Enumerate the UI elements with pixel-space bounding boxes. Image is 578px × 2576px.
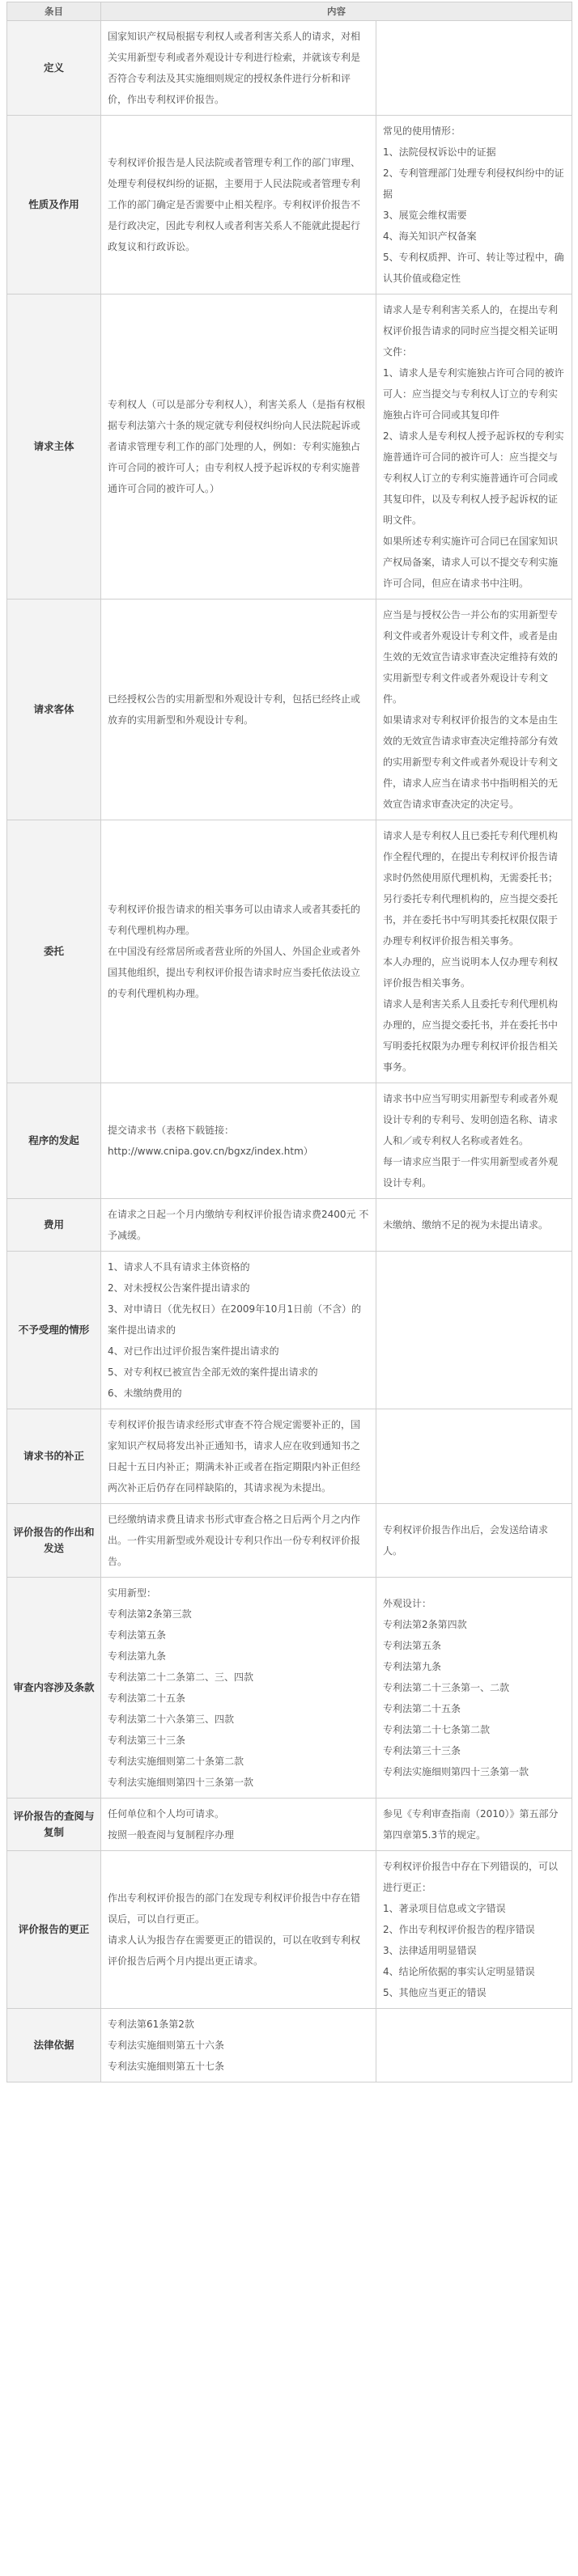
table-row xyxy=(7,1578,572,1799)
content-line: 专利法第二十六条第三、四款 xyxy=(108,1714,235,1725)
note-line: 4、海关知识产权备案 xyxy=(383,231,477,242)
row-label: 不予受理的情形 xyxy=(7,1252,101,1409)
note-line: 本人办理的，应当说明本人仅办理专利权评价报告相关事务。 xyxy=(383,956,559,989)
row-label: 审查内容涉及条款 xyxy=(7,1578,101,1799)
row-content xyxy=(101,1409,376,1504)
note-line: 专利法第二十三条第一、二款 xyxy=(383,1682,510,1693)
patent-evaluation-table xyxy=(6,2,572,2082)
note-line: 请求人是利害关系人且委托专利代理机构办理的，应当提交委托书，并在委托书中写明委托权限为办理专利权评价报告相关事务。 xyxy=(383,998,559,1073)
content-line: 专利权评价报告请求经形式审查不符合规定需要补正的，国家知识产权局将发出补正通知书，请求人应在收到通知书之日起十五日内补正；期满未补正或者在指定期限内补正但经两次补正后仍存在同样缺陷的，其请求视为未提出。 xyxy=(108,1419,361,1493)
table-row xyxy=(7,294,572,600)
note-line: 专利法第九条 xyxy=(383,1661,442,1672)
note-line: 未缴纳、缴纳不足的视为未提出请求。 xyxy=(383,1219,549,1231)
content-line: 实用新型： xyxy=(108,1587,157,1599)
row-label: 请求主体 xyxy=(7,294,101,600)
row-content xyxy=(101,116,376,294)
row-note xyxy=(376,1851,572,2009)
row-note xyxy=(376,1504,572,1578)
row-content xyxy=(101,1578,376,1799)
table-row xyxy=(7,21,572,116)
content-line: 在中国没有经常居所或者营业所的外国人、外国企业或者外国其他组织，提出专利权评价报告请求时应当委托依法设立的专利代理机构办理。 xyxy=(108,946,361,999)
content-line: 4、对已作出过评价报告案件提出请求的 xyxy=(108,1345,279,1357)
table-row xyxy=(7,820,572,1083)
row-note xyxy=(376,1199,572,1252)
note-line: 5、专利权质押、许可、转让等过程中，确认其价值或稳定性 xyxy=(383,252,564,284)
content-line: 专利法第二十五条 xyxy=(108,1693,186,1704)
note-line: 请求书中应当写明实用新型专利或者外观设计专利的专利号、发明创造名称、请求人和／或专利权人名称或者姓名。 xyxy=(383,1093,559,1146)
content-line: 按照一般查阅与复制程序办理 xyxy=(108,1829,235,1841)
content-line: 6、未缴纳费用的 xyxy=(108,1388,182,1399)
table-row xyxy=(7,1409,572,1504)
note-line: 1、法院侵权诉讼中的证据 xyxy=(383,146,496,158)
table-row xyxy=(7,2009,572,2082)
note-line: 请求人是专利权人且已委托专利代理机构作全程代理的，在提出专利权评价报告请求时仍然使用原代理机构，无需委托书；另行委托专利代理机构的，应当提交委托书，并在委托书中写明其委托权限仅限于办理专利权评价报告相关事务。 xyxy=(383,830,559,947)
content-line: 专利法第三十三条 xyxy=(108,1735,186,1746)
note-line: 参见《专利审查指南（2010）》第五部分第四章第5.3节的规定。 xyxy=(383,1808,559,1841)
content-line: 作出专利权评价报告的部门在发现专利权评价报告中存在错误后，可以自行更正。 xyxy=(108,1892,361,1925)
note-line: 1、请求人是专利实施独占许可合同的被许可人：应当提交与专利权人订立的专利实施独占许可合同或其复印件 xyxy=(383,367,564,421)
row-note xyxy=(376,820,572,1083)
row-content xyxy=(101,2009,376,2082)
row-note xyxy=(376,1252,572,1409)
table-row xyxy=(7,1199,572,1252)
row-label: 费用 xyxy=(7,1199,101,1252)
note-line: 专利权评价报告作出后，会发送给请求人。 xyxy=(383,1524,549,1557)
row-content xyxy=(101,1799,376,1851)
note-line: 专利法实施细则第四十三条第一款 xyxy=(383,1766,529,1777)
row-note xyxy=(376,294,572,600)
note-line: 4、结论所依据的事实认定明显错误 xyxy=(383,1966,535,1977)
row-label: 委托 xyxy=(7,820,101,1083)
row-note xyxy=(376,600,572,820)
row-note xyxy=(376,1409,572,1504)
note-line: 如果所述专利实施许可合同已在国家知识产权局备案，请求人可以不提交专利实施许可合同，但应在请求书中注明。 xyxy=(383,536,559,589)
note-line: 专利权评价报告中存在下列错误的，可以进行更正： xyxy=(383,1861,559,1893)
content-line: 专利法第五条 xyxy=(108,1629,167,1641)
row-label: 请求客体 xyxy=(7,600,101,820)
table-row xyxy=(7,1851,572,2009)
note-line: 专利法第2条第四款 xyxy=(383,1619,467,1630)
row-note xyxy=(376,1799,572,1851)
row-note xyxy=(376,1083,572,1199)
row-content xyxy=(101,600,376,820)
row-label: 评价报告的查阅与复制 xyxy=(7,1799,101,1851)
content-line: 专利法实施细则第四十三条第一款 xyxy=(108,1777,254,1788)
content-line: 专利法第61条第2款 xyxy=(108,2019,194,2030)
note-line: 外观设计： xyxy=(383,1598,432,1609)
table-row xyxy=(7,1504,572,1578)
row-label: 法律依据 xyxy=(7,2009,101,2082)
content-line: 提交请求书（表格下载链接：http://www.cnipa.gov.cn/bgxz/index.htm） xyxy=(108,1125,313,1157)
row-label: 请求书的补正 xyxy=(7,1409,101,1504)
note-line: 1、著录项目信息或文字错误 xyxy=(383,1903,506,1914)
row-content xyxy=(101,1199,376,1252)
table-row xyxy=(7,600,572,820)
note-line: 应当是与授权公告一并公布的实用新型专利文件或者外观设计专利文件，或者是由生效的无效宣告请求审查决定维持有效的实用新型专利文件或者外观设计专利文件。 xyxy=(383,609,559,705)
content-line: 专利权人（可以是部分专利权人），利害关系人（是指有权根据专利法第六十条的规定就专利侵权纠纷向人民法院起诉或者请求管理专利工作的部门处理的人，例如：专利实施独占许可合同的被许可人；由专利权人授予起诉权的专利实施普通许可合同的被许可人。） xyxy=(108,399,366,494)
note-line: 3、展览会维权需要 xyxy=(383,210,467,221)
content-line: 请求人认为报告存在需要更正的错误的，可以在收到专利权评价报告后两个月内提出更正请求。 xyxy=(108,1934,361,1967)
row-label: 性质及作用 xyxy=(7,116,101,294)
content-line: 1、请求人不具有请求主体资格的 xyxy=(108,1261,250,1273)
content-line: 已经授权公告的实用新型和外观设计专利，包括已经终止或放弃的实用新型和外观设计专利。 xyxy=(108,693,361,726)
row-note xyxy=(376,21,572,116)
content-line: 在请求之日起一个月内缴纳专利权评价报告请求费2400元 不予减缓。 xyxy=(108,1209,369,1241)
table-row xyxy=(7,1799,572,1851)
table-row xyxy=(7,1083,572,1199)
note-line: 如果请求对专利权评价报告的文本是由生效的无效宣告请求审查决定维持部分有效的实用新型专利文件或者外观设计专利文件，请求人应当在请求书中指明相关的无效宣告请求审查决定的决定号。 xyxy=(383,714,559,810)
table-row xyxy=(7,1252,572,1409)
content-line: 专利法实施细则第二十条第二款 xyxy=(108,1756,244,1767)
row-label: 定义 xyxy=(7,21,101,116)
content-line: 已经缴纳请求费且请求书形式审查合格之日后两个月之内作出。一件实用新型或外观设计专利只作出一份专利权评价报告。 xyxy=(108,1514,361,1567)
note-line: 2、专利管理部门处理专利侵权纠纷中的证据 xyxy=(383,167,564,200)
content-line: 国家知识产权局根据专利权人或者利害关系人的请求，对相关实用新型专利或者外观设计专利进行检索，并就该专利是否符合专利法及其实施细则规定的授权条件进行分析和评价，作出专利权评价报告。 xyxy=(108,31,361,105)
content-line: 3、对申请日（优先权日）在2009年10月1日前（不含）的案件提出请求的 xyxy=(108,1303,362,1336)
note-line: 3、法律适用明显错误 xyxy=(383,1945,477,1956)
row-note xyxy=(376,116,572,294)
note-line: 专利法第五条 xyxy=(383,1640,442,1651)
note-line: 2、请求人是专利权人授予起诉权的专利实施普通许可合同的被许可人：应当提交与专利权人订立的专利实施普通许可合同或其复印件，以及专利权人授予起诉权的证明文件。 xyxy=(383,430,564,526)
note-line: 专利法第二十五条 xyxy=(383,1703,461,1714)
header-item: 条目 xyxy=(7,2,101,21)
row-label: 评价报告的作出和发送 xyxy=(7,1504,101,1578)
note-line: 2、作出专利权评价报告的程序错误 xyxy=(383,1924,535,1935)
row-content xyxy=(101,1851,376,2009)
content-line: 专利法第九条 xyxy=(108,1650,167,1662)
content-line: 专利权评价报告是人民法院或者管理专利工作的部门审理、处理专利侵权纠纷的证据，主要用于人民法院或者管理专利工作的部门确定是否需要中止相关程序。专利权评价报告不是行政决定，因此专利权人或者利害关系人不能就此提起行政复议和行政诉讼。 xyxy=(108,157,361,252)
table-header-row xyxy=(7,2,572,21)
row-note xyxy=(376,2009,572,2082)
header-content: 内容 xyxy=(101,2,572,21)
row-content xyxy=(101,21,376,116)
note-line: 请求人是专利利害关系人的，在提出专利权评价报告请求的同时应当提交相关证明文件： xyxy=(383,304,559,358)
row-content xyxy=(101,1504,376,1578)
row-label: 程序的发起 xyxy=(7,1083,101,1199)
content-line: 专利法第2条第三款 xyxy=(108,1608,192,1620)
note-line: 专利法第三十三条 xyxy=(383,1745,461,1756)
row-content xyxy=(101,1252,376,1409)
row-label: 评价报告的更正 xyxy=(7,1851,101,2009)
row-content xyxy=(101,1083,376,1199)
content-line: 专利权评价报告请求的相关事务可以由请求人或者其委托的专利代理机构办理。 xyxy=(108,904,361,936)
row-content xyxy=(101,294,376,600)
content-line: 5、对专利权已被宣告全部无效的案件提出请求的 xyxy=(108,1366,318,1378)
table-row xyxy=(7,116,572,294)
note-line: 专利法第二十七条第二款 xyxy=(383,1724,491,1735)
content-line: 专利法第二十二条第二、三、四款 xyxy=(108,1671,254,1683)
content-line: 专利法实施细则第五十七条 xyxy=(108,2061,225,2072)
row-content xyxy=(101,820,376,1083)
content-line: 2、对未授权公告案件提出请求的 xyxy=(108,1282,250,1294)
note-line: 每一请求应当限于一件实用新型或者外观设计专利。 xyxy=(383,1156,559,1188)
row-note xyxy=(376,1578,572,1799)
note-line: 5、其他应当更正的错误 xyxy=(383,1987,487,1998)
content-line: 任何单位和个人均可请求。 xyxy=(108,1808,225,1820)
content-line: 专利法实施细则第五十六条 xyxy=(108,2040,225,2051)
note-line: 常见的使用情形： xyxy=(383,125,461,137)
